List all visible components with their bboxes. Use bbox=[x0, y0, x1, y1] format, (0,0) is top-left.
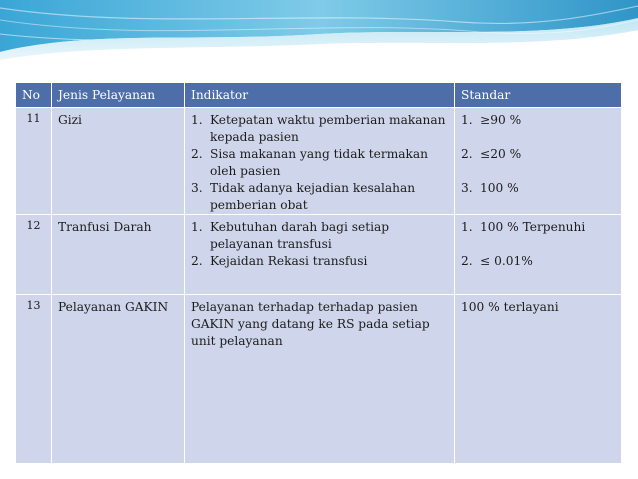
table-row bbox=[16, 108, 622, 215]
row-number: 12 bbox=[16, 215, 52, 295]
standard-item: 1. ≥90 % bbox=[461, 113, 522, 127]
standard-cell bbox=[455, 215, 622, 295]
service-name: Tranfusi Darah bbox=[52, 215, 185, 295]
table-header-row bbox=[16, 83, 622, 108]
standard-cell: 100 % terlayani bbox=[455, 295, 622, 464]
indicator-item: 2. Kejaidan Rekasi transfusi bbox=[191, 254, 368, 268]
standard-item: 3. 100 % bbox=[461, 181, 519, 195]
indicator-item: 1. Ketepatan waktu pemberian makanan kepada pasien bbox=[191, 113, 446, 144]
standard-cell bbox=[455, 108, 622, 215]
table-row bbox=[16, 295, 622, 464]
indicator-item: 1. Kebutuhan darah bagi setiap pelayanan transfusi bbox=[191, 220, 390, 251]
indicator-item: 3. Tidak adanya kejadian kesalahan pemberian obat bbox=[191, 181, 416, 212]
header-indikator: Indikator bbox=[185, 83, 455, 108]
standard-item: 1. 100 % Terpenuhi bbox=[461, 220, 586, 234]
header-no: No bbox=[16, 83, 52, 108]
table-row bbox=[16, 215, 622, 295]
standard-item: 2. ≤20 % bbox=[461, 147, 522, 161]
indicator-cell bbox=[185, 215, 455, 295]
header-standar: Standar bbox=[455, 83, 622, 108]
decorative-wave-banner bbox=[0, 0, 638, 62]
indicator-cell bbox=[185, 108, 455, 215]
row-number: 11 bbox=[16, 108, 52, 215]
row-number: 13 bbox=[16, 295, 52, 464]
service-name: Gizi bbox=[52, 108, 185, 215]
indicator-item: 2. Sisa makanan yang tidak termakan oleh pasien bbox=[191, 147, 429, 178]
indicator-cell: Pelayanan terhadap terhadap pasien GAKIN yang datang ke RS pada setiap unit pelayanan bbox=[185, 295, 455, 464]
standard-item: 2. ≤ 0.01% bbox=[461, 254, 533, 268]
service-name: Pelayanan GAKIN bbox=[52, 295, 185, 464]
service-indicator-table bbox=[15, 82, 621, 459]
header-jenis-pelayanan: Jenis Pelayanan bbox=[52, 83, 185, 108]
